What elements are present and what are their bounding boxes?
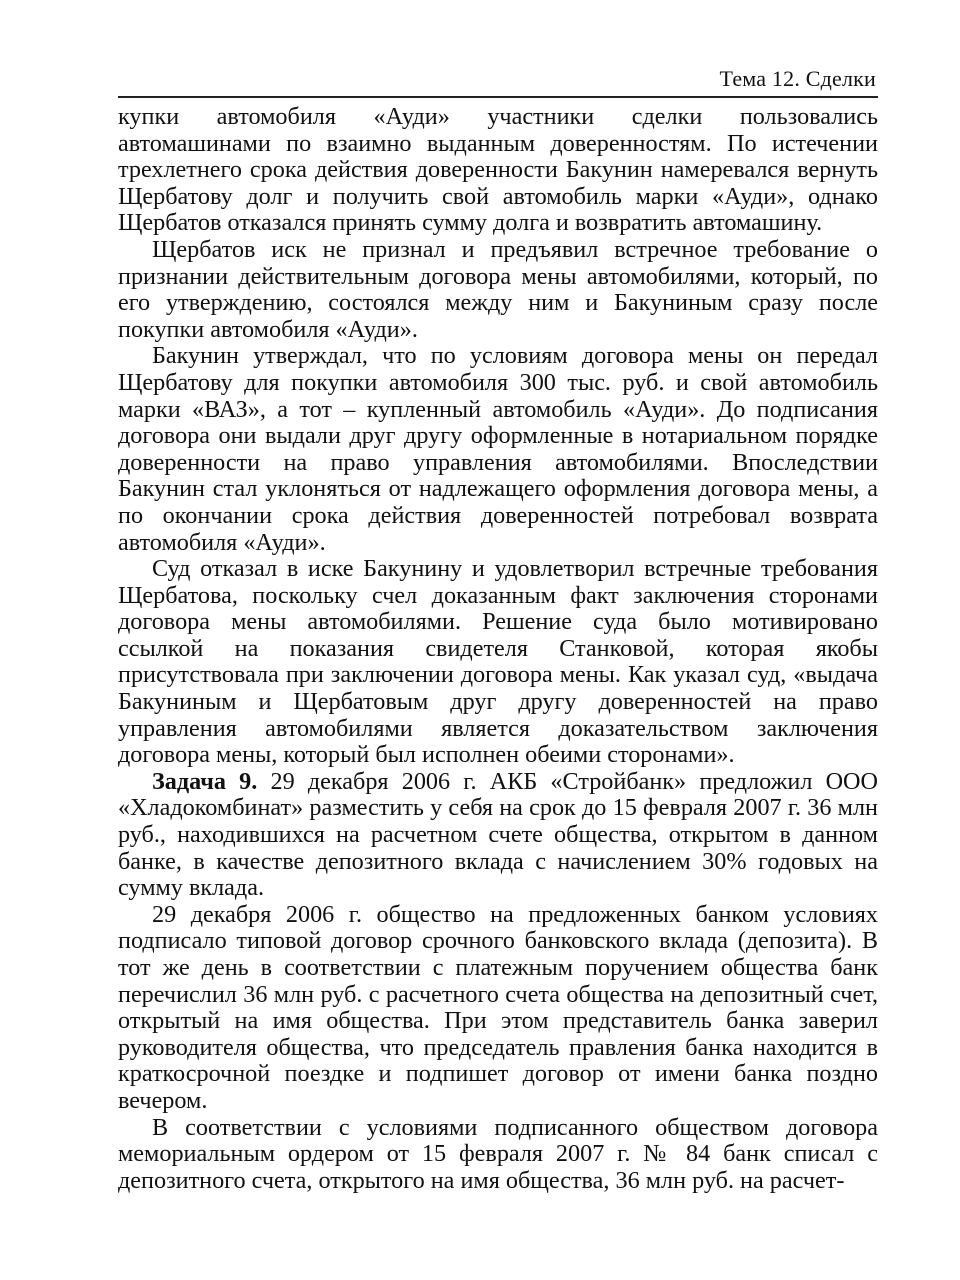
paragraph-6: 29 декабря 2006 г. общество на предложенных банком условиях подписало типовой договор срочного банковского вклада (депозита). В тот же день в соответствии с платежным поручением общества банк перечислил 36 млн руб. с расчетного счета общества на депозитный счет, открытый на имя общества. При этом представитель банка заверил руководителя общества, что председатель правления банка находится в краткосрочной поездке и подпишет договор от имени банка поздно вечером.	[118, 900, 878, 1114]
task-label: Задача 9.	[152, 767, 258, 795]
body-text	[118, 104, 878, 1194]
paragraph-4: Суд отказал в иске Бакунину и удовлетворил встречные требования Щербатова, поскольку счел доказанным факт заключения сторонами договора мены автомобилями. Решение суда было мотивировано ссылкой на показания свидетеля Станковой, которая якобы присутствовала при заключении договора мены. Как указал суд, «выдача Бакуниным и Щербатовым друг другу доверенностей на право управления автомобилями является доказательством заключения договора мены, который был исполнен обеими сторонами».	[118, 555, 878, 769]
paragraph-7: В соответствии с условиями подписанного обществом договора мемориальным ордером от 15 февраля 2007 г. № 84 банк списал с депозитного счета, открытого на имя общества, 36 млн руб. на расчет-	[118, 1113, 878, 1194]
paragraph-3: Бакунин утверждал, что по условиям договора мены он передал Щербатову для покупки автомобиля 300 тыс. руб. и свой автомобиль марки «ВАЗ», а тот – купленный автомобиль «Ауди». До подписания договора они выдали друг другу оформленные в нотариальном порядке доверенности на право управления автомобилями. Впоследствии Бакунин стал уклоняться от надлежащего оформления договора мены, а по окончании срока действия доверенностей потребовал возврата автомобиля «Ауди».	[118, 342, 878, 556]
paragraph-task-9: Задача 9. 29 декабря 2006 г. АКБ «Стройбанк» предложил ООО «Хладокомбинат» разместить у себя на срок до 15 февраля 2007 г. 36 млн руб., находившихся на расчетном счете общества, открытом в данном банке, в качестве депозитного вклада с начислением 30% годовых на сумму вклада.	[118, 767, 878, 902]
running-title: Тема 12. Сделки	[719, 66, 876, 91]
header-rule	[118, 96, 878, 98]
paragraph-1: купки автомобиля «Ауди» участники сделки пользовались автомашинами по взаимно выданным доверенностям. По истечении трехлетнего срока действия доверенности Бакунин намеревался вернуть Щербатову долг и получить свой автомобиль марки «Ауди», однако Щербатов отказался принять сумму долга и возвратить автомашину.	[118, 103, 878, 237]
paragraph-2: Щербатов иск не признал и предъявил встречное требование о признании действительным договора мены автомобилями, который, по его утверждению, состоялся между ним и Бакуниным сразу после покупки автомобиля «Ауди».	[118, 235, 878, 343]
